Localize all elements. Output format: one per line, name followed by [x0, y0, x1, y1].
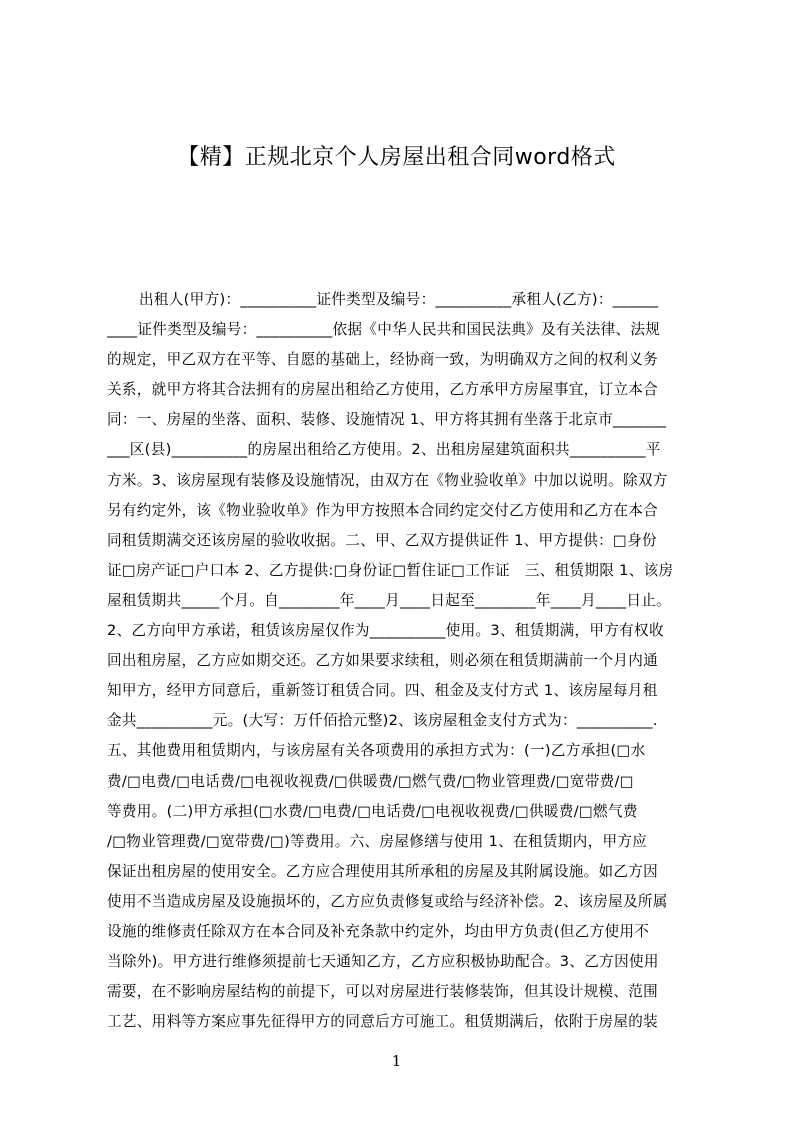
body-line: 工艺、用料等方案应事先征得甲方的同意后方可施工。租赁期满后，依附于房屋的装: [107, 1013, 659, 1031]
body-line: 出租人(甲方)：__________证件类型及编号：__________承租人(乙方)：______: [139, 291, 659, 308]
body-line: 回出租房屋，乙方应如期交还。乙方如果要求续租，则必须在租赁期满前一个月内通: [107, 652, 659, 670]
body-line: ___区(县)__________的房屋出租给乙方使用。2、出租房屋建筑面积共__________平: [107, 441, 661, 459]
body-line: 证□房产证□户口本 2、乙方提供:□身份证□暂住证□工作证 三、租赁期限 1、该房: [107, 561, 674, 579]
page-number: 1: [391, 1052, 402, 1070]
body-line: 费/□电费/□电话费/□电视收视费/□供暖费/□燃气费/□物业管理费/□宽带费/□: [107, 772, 634, 790]
body-line: /□物业管理费/□宽带费/□)等费用。六、房屋修缮与使用 1、在租赁期内，甲方应: [107, 832, 648, 850]
body-line: 知甲方，经甲方同意后，重新签订租赁合同。四、租金及支付方式 1、该房屋每月租: [107, 682, 658, 700]
body-line: 等费用。(二)甲方承担(□水费/□电费/□电话费/□电视收视费/□供暖费/□燃气费: [107, 802, 638, 820]
body-line: 当除外)。甲方进行维修须提前七天通知乙方，乙方应积极协助配合。3、乙方因使用: [107, 953, 659, 971]
body-line: 关系，就甲方将其合法拥有的房屋出租给乙方使用，乙方承甲方房屋事宜，订立本合: [107, 381, 659, 399]
body-line: 同租赁期满交还该房屋的验收收据。二、甲、乙双方提供证件 1、甲方提供：□身份: [107, 531, 657, 549]
body-line: ____证件类型及编号：__________依据《中华人民共和国民法典》及有关法律、法规: [107, 321, 661, 339]
body-line: 同：一、房屋的坐落、面积、装修、设施情况 1、甲方将其拥有坐落于北京市_______: [107, 411, 667, 429]
body-line: 金共__________元。(大写：万仟佰拾元整)2、该房屋租金支付方式为：__________.: [107, 712, 658, 730]
body-line: 设施的维修责任除双方在本合同及补充条款中约定外，均由甲方负责(但乙方使用不: [107, 922, 650, 940]
body-line: 方米。3、该房屋现有装修及设施情况，由双方在《物业验收单》中加以说明。除双方: [107, 471, 668, 489]
body-line: 五、其他费用租赁期内，与该房屋有关各项费用的承担方式为：(一)乙方承担(□水: [107, 742, 646, 760]
body-line: 需要，在不影响房屋结构的前提下，可以对房屋进行装修装饰，但其设计规模、范围: [107, 983, 659, 1001]
body-line: 2、乙方向甲方承诺，租赁该房屋仅作为__________使用。3、租赁期满，甲方有权收: [107, 622, 664, 640]
body-line: 屋租赁期共_____个月。自________年____月____日起至________年____月____日止。: [107, 591, 672, 609]
body-line: 另有约定外，该《物业验收单》作为甲方按照本合同约定交付乙方使用和乙方在本合: [107, 501, 659, 519]
body-line: 使用不当造成房屋及设施损坏的，乙方应负责修复或给与经济补偿。2、该房屋及所属: [107, 892, 668, 910]
body-line: 保证出租房屋的使用安全。乙方应合理使用其所承租的房屋及其附属设施。如乙方因: [107, 862, 659, 880]
body-line: 的规定，甲乙双方在平等、自愿的基础上，经协商一致，为明确双方之间的权利义务: [107, 351, 659, 369]
contract-body: [107, 285, 698, 1035]
document-title: 【精】正规北京个人房屋出租合同word格式: [177, 145, 616, 170]
